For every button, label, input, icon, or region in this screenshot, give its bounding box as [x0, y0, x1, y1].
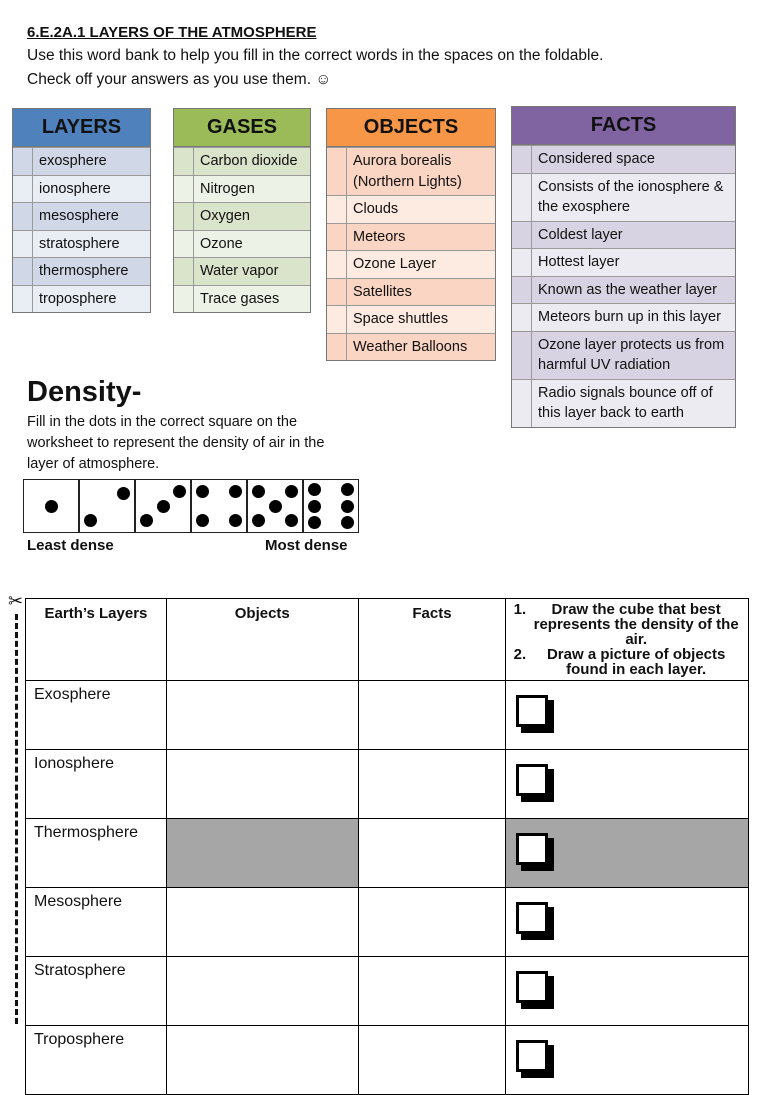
- word-bank-facts: [511, 106, 736, 428]
- gases-item: [174, 285, 310, 313]
- facts-item-label: Meteors burn up in this layer: [532, 304, 735, 331]
- page-title: 6.E.2A.1 LAYERS OF THE ATMOSPHERE: [27, 24, 317, 41]
- density-instructions: Fill in the dots in the correct square on the worksheet to represent the density of air in the layer of atmosphere.: [27, 414, 325, 472]
- objects-item-label: Clouds: [347, 196, 495, 223]
- objects-item: [327, 250, 495, 278]
- drawing-cell[interactable]: [506, 750, 749, 819]
- objects-item: [327, 278, 495, 306]
- gases-item: [174, 147, 310, 175]
- word-bank-objects: [326, 108, 496, 361]
- die-dot: [308, 500, 321, 513]
- objects-item: [327, 223, 495, 251]
- facts-item: [512, 331, 735, 379]
- layers-item-label: mesosphere: [33, 203, 150, 230]
- gases-item: [174, 202, 310, 230]
- density-die-5: [247, 479, 303, 533]
- gases-item: [174, 257, 310, 285]
- layers-item-label: thermosphere: [33, 258, 150, 285]
- check-off-box[interactable]: [13, 176, 33, 203]
- most-dense-label: Most dense: [265, 537, 348, 554]
- die-dot: [196, 514, 209, 527]
- layers-item: [13, 257, 150, 285]
- drawing-cell[interactable]: [506, 819, 749, 888]
- facts-cell[interactable]: [358, 888, 506, 957]
- layer-name-cell: Mesosphere: [26, 888, 167, 957]
- facts-cell[interactable]: [358, 750, 506, 819]
- density-cube-icon: [516, 902, 554, 940]
- facts-item-label: Ozone layer protects us from harmful UV radiation: [532, 332, 735, 379]
- layer-name-cell: Thermosphere: [26, 819, 167, 888]
- objects-cell[interactable]: [166, 957, 358, 1026]
- objects-item-label: Meteors: [347, 224, 495, 251]
- facts-item: [512, 303, 735, 331]
- density-die-3: [135, 479, 191, 533]
- layer-name-cell: Ionosphere: [26, 750, 167, 819]
- check-off-box[interactable]: [13, 148, 33, 175]
- objects-cell[interactable]: [166, 1026, 358, 1095]
- layer-name-cell: Stratosphere: [26, 957, 167, 1026]
- die-dot: [157, 500, 170, 513]
- check-off-box[interactable]: [174, 231, 194, 258]
- density-cube-icon: [516, 971, 554, 1009]
- gases-item-label: Nitrogen: [194, 176, 310, 203]
- header-objects: Objects: [166, 599, 358, 681]
- facts-item-label: Radio signals bounce off of this layer back to earth: [532, 380, 735, 427]
- die-dot: [341, 500, 354, 513]
- check-off-box[interactable]: [512, 332, 532, 379]
- check-off-box[interactable]: [512, 380, 532, 427]
- instructions-line-1: Use this word bank to help you fill in the correct words in the spaces on the foldable.: [27, 47, 604, 64]
- gases-item-label: Carbon dioxide: [194, 148, 310, 175]
- scissors-icon: ✂: [8, 591, 24, 611]
- die-dot: [285, 485, 298, 498]
- layer-row: [26, 1026, 749, 1095]
- facts-cell[interactable]: [358, 957, 506, 1026]
- check-off-box[interactable]: [174, 176, 194, 203]
- objects-item: [327, 333, 495, 361]
- facts-item: [512, 221, 735, 249]
- layer-name-cell: Exosphere: [26, 681, 167, 750]
- check-off-box[interactable]: [512, 222, 532, 249]
- check-off-box[interactable]: [13, 258, 33, 285]
- check-off-box[interactable]: [327, 251, 347, 278]
- facts-item-label: Considered space: [532, 146, 735, 173]
- check-off-box[interactable]: [512, 304, 532, 331]
- check-off-box[interactable]: [327, 306, 347, 333]
- facts-cell[interactable]: [358, 1026, 506, 1095]
- check-off-box[interactable]: [512, 277, 532, 304]
- facts-item: [512, 145, 735, 173]
- check-off-box[interactable]: [327, 196, 347, 223]
- die-dot: [140, 514, 153, 527]
- die-dot: [196, 485, 209, 498]
- density-cube-icon: [516, 1040, 554, 1078]
- density-title: Density-: [27, 376, 142, 408]
- check-off-box[interactable]: [174, 258, 194, 285]
- check-off-box[interactable]: [512, 146, 532, 173]
- density-cube-icon: [516, 695, 554, 733]
- die-dot: [341, 483, 354, 496]
- objects-cell[interactable]: [166, 888, 358, 957]
- density-dice-row: [23, 479, 359, 533]
- objects-item-label: Aurora borealis (Northern Lights): [347, 148, 495, 195]
- check-off-box[interactable]: [174, 203, 194, 230]
- layers-item: [13, 202, 150, 230]
- facts-cell[interactable]: [358, 681, 506, 750]
- density-cube-icon: [516, 764, 554, 802]
- objects-item-label: Satellites: [347, 279, 495, 306]
- check-off-box[interactable]: [327, 279, 347, 306]
- facts-cell[interactable]: [358, 819, 506, 888]
- layer-row: [26, 681, 749, 750]
- gases-header: GASES: [174, 109, 310, 147]
- check-off-box[interactable]: [512, 174, 532, 221]
- facts-header: FACTS: [512, 107, 735, 145]
- die-dot: [84, 514, 97, 527]
- layer-row: [26, 957, 749, 1026]
- die-dot: [285, 514, 298, 527]
- worksheet-table: [25, 598, 749, 1095]
- check-off-box[interactable]: [13, 286, 33, 313]
- layers-item: [13, 285, 150, 313]
- die-dot: [341, 516, 354, 529]
- objects-cell[interactable]: [166, 750, 358, 819]
- objects-item-label: Space shuttles: [347, 306, 495, 333]
- instruction-2: 2. Draw a picture of objects found in each layer.: [530, 647, 742, 677]
- drawing-cell[interactable]: [506, 681, 749, 750]
- facts-item: [512, 379, 735, 427]
- die-dot: [229, 514, 242, 527]
- die-dot: [173, 485, 186, 498]
- objects-cell[interactable]: [166, 681, 358, 750]
- layers-item: [13, 147, 150, 175]
- gases-item-label: Trace gases: [194, 286, 310, 313]
- facts-item: [512, 248, 735, 276]
- layer-row: [26, 750, 749, 819]
- objects-item: [327, 195, 495, 223]
- word-bank-gases: [173, 108, 311, 313]
- die-dot: [308, 483, 321, 496]
- header-instructions: [506, 599, 749, 681]
- objects-cell[interactable]: [166, 819, 358, 888]
- facts-item: [512, 173, 735, 221]
- layers-item: [13, 175, 150, 203]
- layer-name-cell: Troposphere: [26, 1026, 167, 1095]
- check-off-box[interactable]: [327, 224, 347, 251]
- check-off-box[interactable]: [327, 148, 347, 195]
- drawing-cell[interactable]: [506, 1026, 749, 1095]
- facts-item-label: Coldest layer: [532, 222, 735, 249]
- objects-header: OBJECTS: [327, 109, 495, 147]
- layer-row: [26, 819, 749, 888]
- facts-item-label: Known as the weather layer: [532, 277, 735, 304]
- die-dot: [308, 516, 321, 529]
- drawing-cell[interactable]: [506, 957, 749, 1026]
- layers-header: LAYERS: [13, 109, 150, 147]
- check-off-box[interactable]: [13, 203, 33, 230]
- layers-item-label: exosphere: [33, 148, 150, 175]
- layers-item-label: stratosphere: [33, 231, 150, 258]
- die-dot: [269, 500, 282, 513]
- density-die-6: [303, 479, 359, 533]
- die-dot: [252, 485, 265, 498]
- cut-line: [15, 614, 18, 1024]
- objects-item-label: Weather Balloons: [347, 334, 495, 361]
- drawing-cell[interactable]: [506, 888, 749, 957]
- check-off-box[interactable]: [174, 148, 194, 175]
- check-off-box[interactable]: [327, 334, 347, 361]
- gases-item-label: Water vapor: [194, 258, 310, 285]
- die-dot: [252, 514, 265, 527]
- least-dense-label: Least dense: [27, 537, 114, 554]
- worksheet-header-row: [26, 599, 749, 681]
- gases-item-label: Ozone: [194, 231, 310, 258]
- layers-item-label: troposphere: [33, 286, 150, 313]
- instruction-1: 1. Draw the cube that best represents the density of the air.: [530, 602, 742, 647]
- facts-item: [512, 276, 735, 304]
- layer-row: [26, 888, 749, 957]
- check-off-box[interactable]: [13, 231, 33, 258]
- facts-item-label: Consists of the ionosphere & the exosphere: [532, 174, 735, 221]
- check-off-box[interactable]: [512, 249, 532, 276]
- layers-item: [13, 230, 150, 258]
- die-dot: [117, 487, 130, 500]
- density-cube-icon: [516, 833, 554, 871]
- header-earths-layers: Earth’s Layers: [26, 599, 167, 681]
- gases-item: [174, 230, 310, 258]
- header-facts: Facts: [358, 599, 506, 681]
- facts-item-label: Hottest layer: [532, 249, 735, 276]
- word-bank-layers: [12, 108, 151, 313]
- objects-item: [327, 147, 495, 195]
- die-dot: [45, 500, 58, 513]
- layers-item-label: ionosphere: [33, 176, 150, 203]
- die-dot: [229, 485, 242, 498]
- objects-item: [327, 305, 495, 333]
- objects-item-label: Ozone Layer: [347, 251, 495, 278]
- gases-item: [174, 175, 310, 203]
- check-off-box[interactable]: [174, 286, 194, 313]
- density-die-4: [191, 479, 247, 533]
- density-die-1: [23, 479, 79, 533]
- instructions-line-2: Check off your answers as you use them. ☺: [27, 71, 332, 88]
- density-die-2: [79, 479, 135, 533]
- gases-item-label: Oxygen: [194, 203, 310, 230]
